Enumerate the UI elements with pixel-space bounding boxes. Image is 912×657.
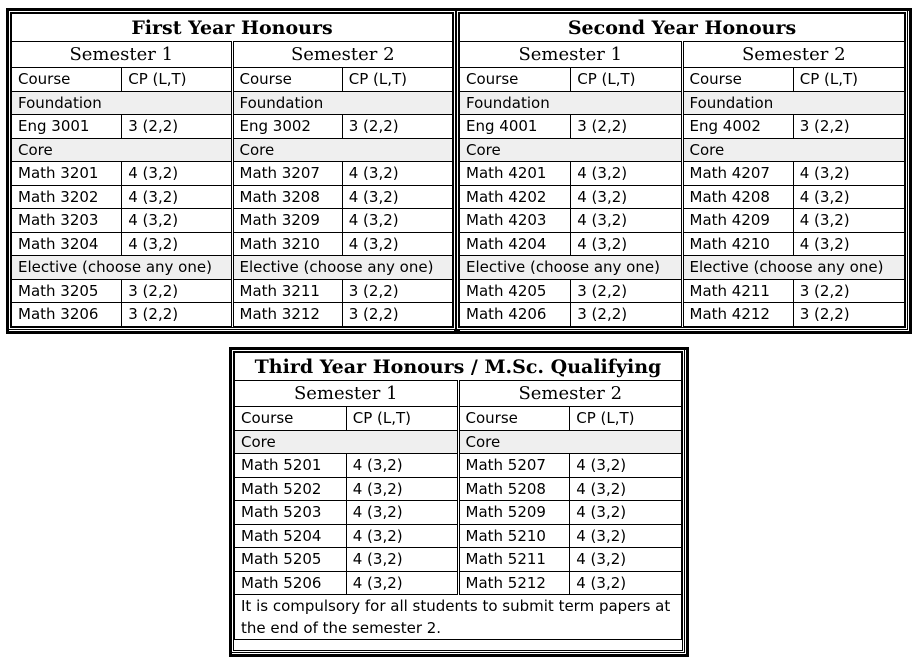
- course-code: Math 4211: [682, 279, 793, 303]
- course-code: Math 3210: [232, 232, 342, 256]
- column-header-cp: CP (L,T): [571, 68, 682, 92]
- course-credit-points: 4 (3,2): [570, 501, 682, 525]
- course-table: [459, 13, 905, 327]
- table-row: [460, 303, 905, 327]
- course-credit-points: 4 (3,2): [342, 232, 452, 256]
- course-code: Math 4204: [460, 232, 571, 256]
- course-credit-points: 3 (2,2): [122, 279, 232, 303]
- course-credit-points: 3 (2,2): [793, 115, 904, 139]
- course-table: [234, 352, 682, 640]
- course-credit-points: 3 (2,2): [342, 303, 452, 327]
- course-credit-points: 4 (3,2): [122, 162, 232, 186]
- table-row: [12, 185, 453, 209]
- elective-section-label: Elective (choose any one): [682, 256, 905, 280]
- course-code: Eng 4001: [460, 115, 571, 139]
- course-credit-points: 4 (3,2): [570, 524, 682, 548]
- table-row: [235, 571, 682, 595]
- table-title: Third Year Honours / M.Sc. Qualifying: [235, 353, 682, 381]
- course-credit-points: 4 (3,2): [346, 571, 458, 595]
- course-code: Math 3209: [232, 209, 342, 233]
- semester-label: Semester 1: [235, 381, 459, 407]
- course-code: Math 5201: [235, 454, 347, 478]
- third-year-table: [231, 349, 685, 653]
- core-section-label: Core: [12, 138, 233, 162]
- course-code: Math 5204: [235, 524, 347, 548]
- course-code: Math 4205: [460, 279, 571, 303]
- column-header-cp: CP (L,T): [342, 68, 452, 92]
- course-credit-points: 3 (2,2): [571, 279, 682, 303]
- course-code: Math 4206: [460, 303, 571, 327]
- course-credit-points: 4 (3,2): [346, 524, 458, 548]
- course-code: Eng 4002: [682, 115, 793, 139]
- course-credit-points: 4 (3,2): [571, 232, 682, 256]
- course-credit-points: 4 (3,2): [122, 209, 232, 233]
- course-code: Math 3205: [12, 279, 122, 303]
- elective-section-label: Elective (choose any one): [460, 256, 683, 280]
- semester-label: Semester 1: [12, 42, 233, 68]
- table-row: [12, 279, 453, 303]
- table-row: [235, 501, 682, 525]
- course-credit-points: 4 (3,2): [793, 232, 904, 256]
- table-row: [12, 303, 453, 327]
- course-code: Math 3206: [12, 303, 122, 327]
- course-credit-points: 4 (3,2): [122, 185, 232, 209]
- table-row: [460, 232, 905, 256]
- table-row: [235, 524, 682, 548]
- course-code: Math 5206: [235, 571, 347, 595]
- course-code: Math 5205: [235, 548, 347, 572]
- course-code: Math 5209: [458, 501, 570, 525]
- course-credit-points: 3 (2,2): [793, 279, 904, 303]
- semester-label: Semester 2: [232, 42, 453, 68]
- second-year-table: [456, 10, 908, 330]
- column-header-cp: CP (L,T): [793, 68, 904, 92]
- course-credit-points: 3 (2,2): [793, 303, 904, 327]
- elective-section-label: Elective (choose any one): [232, 256, 453, 280]
- table-row: [460, 279, 905, 303]
- compulsory-note: It is compulsory for all students to submit term papers at the end of the semester 2.: [235, 595, 682, 640]
- course-credit-points: 4 (3,2): [342, 162, 452, 186]
- course-code: Math 5210: [458, 524, 570, 548]
- course-code: Math 4210: [682, 232, 793, 256]
- course-code: Math 4207: [682, 162, 793, 186]
- course-code: Math 3208: [232, 185, 342, 209]
- course-code: Math 3202: [12, 185, 122, 209]
- column-header-cp: CP (L,T): [570, 407, 682, 431]
- course-code: Math 5208: [458, 477, 570, 501]
- foundation-section-label: Foundation: [232, 91, 453, 115]
- table-row: [460, 209, 905, 233]
- table-row: [235, 548, 682, 572]
- course-code: Math 4208: [682, 185, 793, 209]
- course-code: Math 5211: [458, 548, 570, 572]
- course-credit-points: 3 (2,2): [571, 303, 682, 327]
- column-header-course: Course: [458, 407, 570, 431]
- course-code: Math 4201: [460, 162, 571, 186]
- core-section-label: Core: [460, 138, 683, 162]
- core-section-label: Core: [232, 138, 453, 162]
- course-credit-points: 4 (3,2): [570, 454, 682, 478]
- course-code: Math 5203: [235, 501, 347, 525]
- course-credit-points: 4 (3,2): [570, 571, 682, 595]
- table-title: First Year Honours: [12, 14, 453, 42]
- column-header-cp: CP (L,T): [346, 407, 458, 431]
- course-credit-points: 3 (2,2): [342, 115, 452, 139]
- elective-section-label: Elective (choose any one): [12, 256, 233, 280]
- course-credit-points: 4 (3,2): [793, 185, 904, 209]
- column-header-course: Course: [235, 407, 347, 431]
- table-row: [235, 454, 682, 478]
- course-credit-points: 4 (3,2): [793, 162, 904, 186]
- course-credit-points: 4 (3,2): [570, 548, 682, 572]
- foundation-section-label: Foundation: [460, 91, 683, 115]
- course-credit-points: 4 (3,2): [346, 501, 458, 525]
- course-credit-points: 3 (2,2): [342, 279, 452, 303]
- course-credit-points: 3 (2,2): [122, 303, 232, 327]
- table-title: Second Year Honours: [460, 14, 905, 42]
- column-header-course: Course: [682, 68, 793, 92]
- course-credit-points: 4 (3,2): [342, 209, 452, 233]
- course-credit-points: 4 (3,2): [570, 477, 682, 501]
- course-table: [11, 13, 453, 327]
- table-row: [12, 232, 453, 256]
- course-code: Math 4212: [682, 303, 793, 327]
- semester-label: Semester 2: [458, 381, 682, 407]
- table-row: [12, 209, 453, 233]
- table-row: [12, 115, 453, 139]
- course-code: Math 3203: [12, 209, 122, 233]
- course-credit-points: 4 (3,2): [346, 477, 458, 501]
- course-code: Math 3204: [12, 232, 122, 256]
- first-year-table: [8, 10, 456, 330]
- course-code: Math 3207: [232, 162, 342, 186]
- course-code: Eng 3002: [232, 115, 342, 139]
- table-row: [235, 477, 682, 501]
- course-code: Math 3212: [232, 303, 342, 327]
- course-credit-points: 4 (3,2): [346, 454, 458, 478]
- course-code: Math 4202: [460, 185, 571, 209]
- course-code: Math 5212: [458, 571, 570, 595]
- column-header-cp: CP (L,T): [122, 68, 232, 92]
- core-section-label: Core: [235, 430, 459, 454]
- course-credit-points: 3 (2,2): [571, 115, 682, 139]
- course-credit-points: 4 (3,2): [571, 162, 682, 186]
- course-credit-points: 4 (3,2): [122, 232, 232, 256]
- course-code: Math 3201: [12, 162, 122, 186]
- semester-label: Semester 2: [682, 42, 905, 68]
- column-header-course: Course: [460, 68, 571, 92]
- course-code: Eng 3001: [12, 115, 122, 139]
- course-credit-points: 4 (3,2): [342, 185, 452, 209]
- course-code: Math 4209: [682, 209, 793, 233]
- table-row: [460, 115, 905, 139]
- course-code: Math 3211: [232, 279, 342, 303]
- core-section-label: Core: [682, 138, 905, 162]
- table-row: [12, 162, 453, 186]
- course-credit-points: 4 (3,2): [571, 185, 682, 209]
- semester-label: Semester 1: [460, 42, 683, 68]
- course-credit-points: 4 (3,2): [571, 209, 682, 233]
- column-header-course: Course: [12, 68, 122, 92]
- column-header-course: Course: [232, 68, 342, 92]
- course-code: Math 5207: [458, 454, 570, 478]
- foundation-section-label: Foundation: [682, 91, 905, 115]
- course-code: Math 5202: [235, 477, 347, 501]
- course-credit-points: 4 (3,2): [793, 209, 904, 233]
- foundation-section-label: Foundation: [12, 91, 233, 115]
- table-row: [460, 162, 905, 186]
- course-code: Math 4203: [460, 209, 571, 233]
- table-row: [460, 185, 905, 209]
- course-credit-points: 3 (2,2): [122, 115, 232, 139]
- course-credit-points: 4 (3,2): [346, 548, 458, 572]
- core-section-label: Core: [458, 430, 682, 454]
